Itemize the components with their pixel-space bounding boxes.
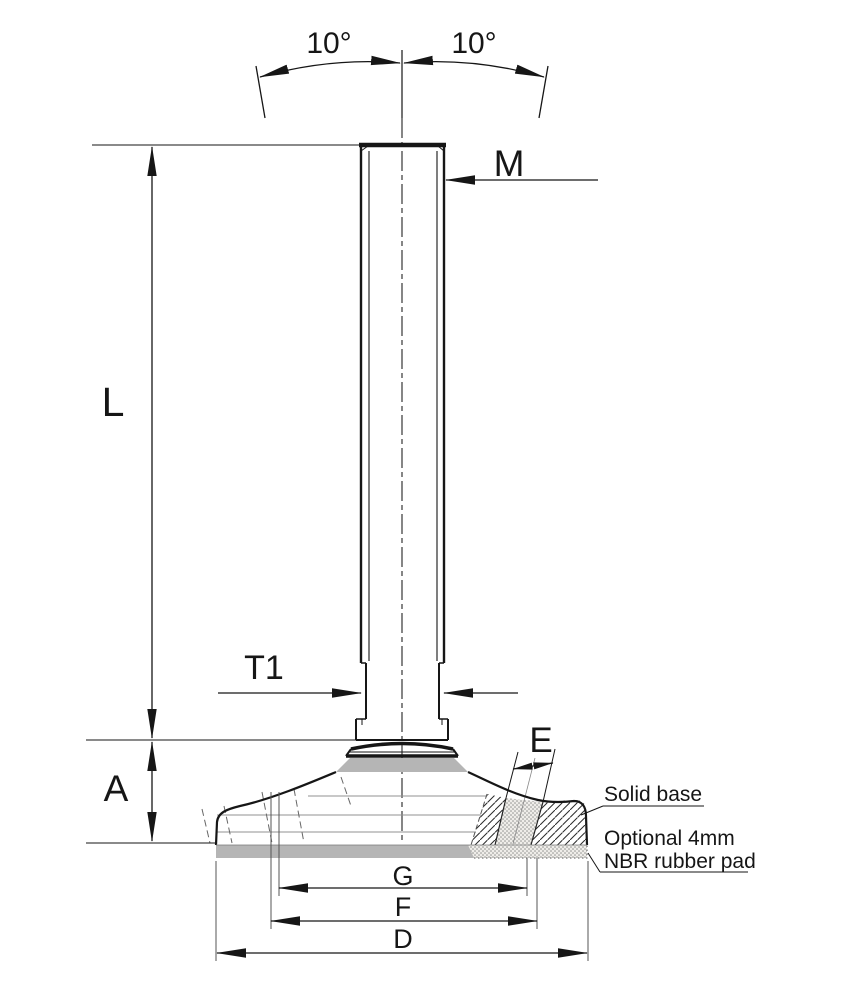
hidden-hole-edges <box>202 777 351 843</box>
e-dim-line <box>513 763 553 769</box>
angle-arc-left <box>260 62 400 77</box>
dim-label-m: M <box>493 143 525 184</box>
angle-label-left: 10° <box>306 27 352 60</box>
angle-tick-left <box>256 66 265 118</box>
dim-label-l: L <box>101 379 125 425</box>
ball-seat-gray <box>336 758 468 772</box>
dim-label-g: G <box>392 861 414 891</box>
angle-arc-right <box>404 62 544 77</box>
pad-leader <box>588 853 600 872</box>
rubber-pad <box>216 845 587 858</box>
dim-label-a: A <box>103 768 129 809</box>
dim-label-e: E <box>529 721 553 760</box>
angle-dimension <box>256 50 548 118</box>
angle-tick-right <box>539 66 548 118</box>
dimension-l <box>86 145 360 740</box>
dim-label-f: F <box>394 892 412 922</box>
pad-section-stipple <box>468 845 587 858</box>
note-solid-base: Solid base <box>604 783 703 806</box>
leader-solid-base <box>581 806 704 815</box>
base-outline-left <box>216 772 336 845</box>
dim-label-t1: T1 <box>244 649 284 687</box>
note-pad-line2: NBR rubber pad <box>604 850 756 873</box>
dim-label-d: D <box>393 924 413 954</box>
angle-label-right: 10° <box>451 27 497 60</box>
note-pad-line1: Optional 4mm <box>604 827 735 850</box>
